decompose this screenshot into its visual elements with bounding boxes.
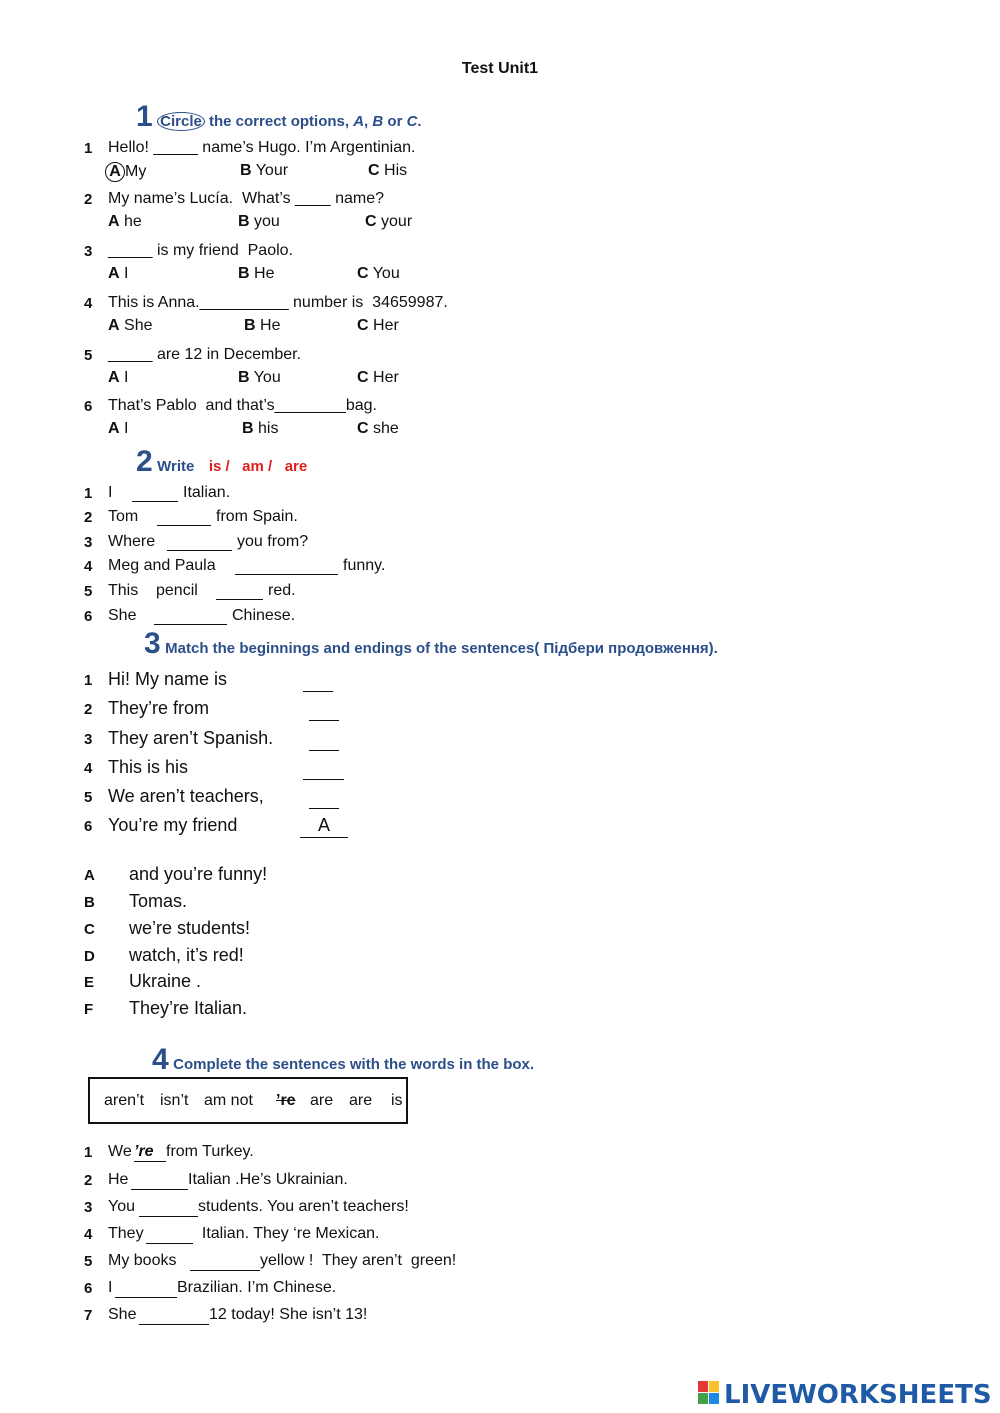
option-letter: B: [240, 162, 252, 179]
option-text: She: [124, 317, 153, 334]
option-a[interactable]: [108, 369, 128, 387]
section-4-heading: [152, 1045, 534, 1075]
box-word: are: [310, 1092, 334, 1109]
sentence-start: They: [108, 1225, 144, 1242]
option-letter: B: [244, 317, 256, 334]
option-letter: A: [108, 420, 120, 437]
question-number: 6: [84, 398, 93, 415]
question-number: 3: [84, 731, 93, 748]
option-letter: A: [108, 213, 120, 230]
option-letter: B: [238, 265, 250, 282]
option-letter: A: [108, 369, 120, 386]
question-number: 5: [84, 789, 93, 806]
option-letter: C: [368, 162, 380, 179]
question-number: 6: [84, 818, 93, 835]
sentence-ending: and you’re funny!: [129, 864, 268, 884]
sentence-ending: watch, it’s red!: [129, 945, 244, 965]
heading-c: C: [406, 113, 418, 130]
heading-text: the correct options,: [204, 113, 354, 130]
match-answer-blank[interactable]: [303, 669, 333, 692]
heading-text: Match the beginnings and endings of the sentences( Підбери продовження).: [165, 640, 718, 657]
heading-comma: ,: [364, 113, 373, 130]
option-letter: C: [357, 420, 369, 437]
question-number: 5: [84, 583, 93, 600]
answer-blank[interactable]: [190, 1252, 260, 1271]
option-letter: A: [108, 317, 120, 334]
option-letter: B: [238, 369, 250, 386]
liveworksheets-logo: LIVEWORKSHEETS: [724, 1380, 992, 1410]
question-start: She: [108, 607, 137, 624]
option-text: she: [373, 420, 399, 437]
box-word: isn’t: [160, 1092, 189, 1109]
question-number: 6: [84, 608, 93, 625]
answer-blank[interactable]: [235, 574, 338, 575]
option-text: I: [124, 265, 129, 282]
sentence-start: My books: [108, 1252, 181, 1269]
box-word: ’re: [276, 1092, 296, 1109]
section-number: 4: [152, 1043, 169, 1076]
option-text: you: [254, 213, 280, 230]
answer-blank[interactable]: [157, 525, 211, 526]
question-number: 6: [84, 1280, 93, 1297]
question-start: I: [108, 484, 113, 501]
ending-letter: B: [84, 894, 95, 911]
ending-letter: C: [84, 921, 95, 938]
question-start: This pencil: [108, 582, 198, 599]
sentence-beginning: You’re my friend: [108, 815, 238, 835]
question-end: funny.: [343, 557, 386, 574]
question-end: you from?: [237, 533, 309, 550]
sentence-start: You: [108, 1198, 135, 1215]
question-number: 2: [84, 1172, 93, 1189]
match-answer-blank[interactable]: [303, 757, 344, 780]
question-number: 4: [84, 760, 93, 777]
question-end: red.: [268, 582, 296, 599]
option-text: Her: [373, 369, 399, 386]
option-text: He: [260, 317, 281, 334]
question-number: 5: [84, 1253, 93, 1270]
match-answer-blank[interactable]: [309, 698, 339, 721]
answer-blank[interactable]: [139, 1198, 198, 1217]
option-b[interactable]: [240, 162, 288, 180]
match-answer-blank[interactable]: [309, 786, 339, 809]
option-text: You: [372, 265, 400, 282]
section-number: 1: [136, 100, 153, 133]
answer-blank[interactable]: ’re: [134, 1143, 166, 1162]
liveworksheets-logo-icon: [698, 1381, 720, 1405]
heading-or: or: [383, 113, 407, 130]
option-b[interactable]: [238, 265, 274, 283]
page-title: Test Unit1: [461, 60, 539, 77]
section-2-heading: [136, 447, 307, 477]
option-text: Her: [373, 317, 399, 334]
option-text: I: [124, 420, 129, 437]
question-start: Where: [108, 533, 156, 550]
circled-letter-a: A: [105, 162, 125, 182]
question-number: 7: [84, 1307, 93, 1324]
option-letter: A: [108, 265, 120, 282]
question-end: Italian.: [183, 484, 231, 501]
sentence-end: yellow ! They aren’t green!: [260, 1252, 457, 1269]
ending-letter: E: [84, 974, 95, 991]
option-text: he: [124, 213, 142, 230]
answer-blank[interactable]: [167, 550, 232, 551]
option-text: his: [258, 420, 279, 437]
sentence-beginning: Hi! My name is: [108, 669, 228, 689]
match-answer-blank[interactable]: A: [300, 815, 348, 838]
question-number: 3: [84, 243, 93, 260]
box-word: is: [391, 1092, 403, 1109]
option-c[interactable]: [365, 213, 412, 231]
sentence-ending: Ukraine .: [129, 971, 202, 991]
option-c[interactable]: [357, 420, 399, 438]
ending-letter: D: [84, 948, 95, 965]
option-letter: B: [238, 213, 250, 230]
option-a[interactable]: [108, 213, 142, 231]
sentence-end: 12 today! She isn’t 13!: [209, 1306, 368, 1323]
sentence-end: Italian .He’s Ukrainian.: [188, 1171, 348, 1188]
sentence-start: He: [108, 1171, 129, 1188]
option-b[interactable]: [238, 213, 280, 231]
section-number: 3: [144, 627, 161, 660]
option-c[interactable]: [357, 369, 399, 387]
answer-blank[interactable]: [216, 599, 263, 600]
question-number: 2: [84, 701, 93, 718]
option-b[interactable]: [242, 420, 278, 438]
question-end: Chinese.: [232, 607, 296, 624]
answer-blank[interactable]: [154, 624, 227, 625]
option-letter: C: [365, 213, 377, 230]
sentence-start: We: [108, 1143, 132, 1160]
box-word: aren’t: [104, 1092, 145, 1109]
option-text: I: [124, 369, 129, 386]
option-letter: C: [357, 317, 369, 334]
question-number: 1: [84, 485, 93, 502]
option-a[interactable]: [108, 317, 152, 335]
question-number: 5: [84, 347, 93, 364]
question-number: 2: [84, 509, 93, 526]
sentence-end: Italian. They ‘re Mexican.: [193, 1225, 380, 1242]
option-c[interactable]: [357, 265, 400, 283]
question-number: 1: [84, 140, 93, 157]
option-b[interactable]: [238, 369, 281, 387]
sentence-beginning: We aren’t teachers,: [108, 786, 264, 806]
option-text: His: [384, 162, 408, 179]
heading-b: B: [372, 113, 384, 130]
question-start: Meg and Paula: [108, 557, 216, 574]
option-c[interactable]: [368, 162, 407, 180]
question-number: 4: [84, 295, 93, 312]
sentence-start: She: [108, 1306, 137, 1323]
sentence-beginning: They aren’t Spanish.: [108, 728, 274, 748]
option-letter: C: [357, 369, 369, 386]
box-word: am not: [204, 1092, 253, 1109]
sentence-beginning: This is his: [108, 757, 189, 777]
option-text: You: [253, 369, 281, 386]
ending-letter: A: [84, 867, 95, 884]
sentence-end: Brazilian. I’m Chinese.: [177, 1279, 337, 1296]
heading-dot: .: [417, 113, 422, 130]
question-number: 1: [84, 672, 93, 689]
word-options: is / am / are: [208, 458, 308, 475]
question-number: 4: [84, 1226, 93, 1243]
section-3-heading: [144, 629, 718, 659]
answer-blank[interactable]: [131, 1171, 188, 1190]
option-text: My: [125, 163, 147, 180]
question-number: 3: [84, 534, 93, 551]
option-a[interactable]: [108, 162, 146, 182]
option-letter: B: [242, 420, 254, 437]
answer-blank[interactable]: [132, 501, 178, 502]
heading-text: Write: [157, 458, 195, 475]
sentence-beginning: They’re from: [108, 698, 210, 718]
question-start: Tom: [108, 508, 139, 525]
heading-text: Complete the sentences with the words in the box.: [173, 1056, 535, 1073]
option-a[interactable]: [108, 265, 128, 283]
question-text: This is Anna.__________ number is 34659987.: [108, 294, 448, 311]
sentence-start: I: [108, 1279, 113, 1296]
sentence-end: from Turkey.: [166, 1143, 254, 1160]
question-number: 4: [84, 558, 93, 575]
answer-blank[interactable]: [115, 1279, 177, 1298]
sentence-end: students. You aren’t teachers!: [198, 1198, 409, 1215]
question-number: 2: [84, 191, 93, 208]
question-text: My name’s Lucía. What’s ____ name?: [108, 190, 384, 207]
circle-word: Circle: [157, 112, 205, 131]
option-a[interactable]: [108, 420, 128, 438]
option-text: He: [254, 265, 275, 282]
question-text: Hello! _____ name’s Hugo. I’m Argentinian.: [108, 139, 416, 156]
option-text: your: [381, 213, 413, 230]
word-box: [88, 1077, 408, 1124]
option-c[interactable]: [357, 317, 399, 335]
match-answer-blank[interactable]: [309, 728, 339, 751]
ending-letter: F: [84, 1001, 94, 1018]
section-number: 2: [136, 445, 153, 478]
question-text: _____ is my friend Paolo.: [108, 242, 293, 259]
question-number: 1: [84, 1144, 93, 1161]
section-1-heading: [136, 102, 422, 132]
question-text: That’s Pablo and that’s________bag.: [108, 397, 377, 414]
sentence-ending: Tomas.: [129, 891, 188, 911]
sentence-ending: we’re students!: [129, 918, 251, 938]
question-end: from Spain.: [216, 508, 298, 525]
option-letter: C: [357, 265, 369, 282]
answer-blank[interactable]: [146, 1225, 193, 1244]
option-b[interactable]: [244, 317, 280, 335]
answer-blank[interactable]: [139, 1306, 209, 1325]
sentence-ending: They’re Italian.: [129, 998, 248, 1018]
option-text: Your: [255, 162, 289, 179]
heading-a: A: [353, 113, 365, 130]
question-text: _____ are 12 in December.: [108, 346, 302, 363]
box-word: are: [349, 1092, 373, 1109]
question-number: 3: [84, 1199, 93, 1216]
